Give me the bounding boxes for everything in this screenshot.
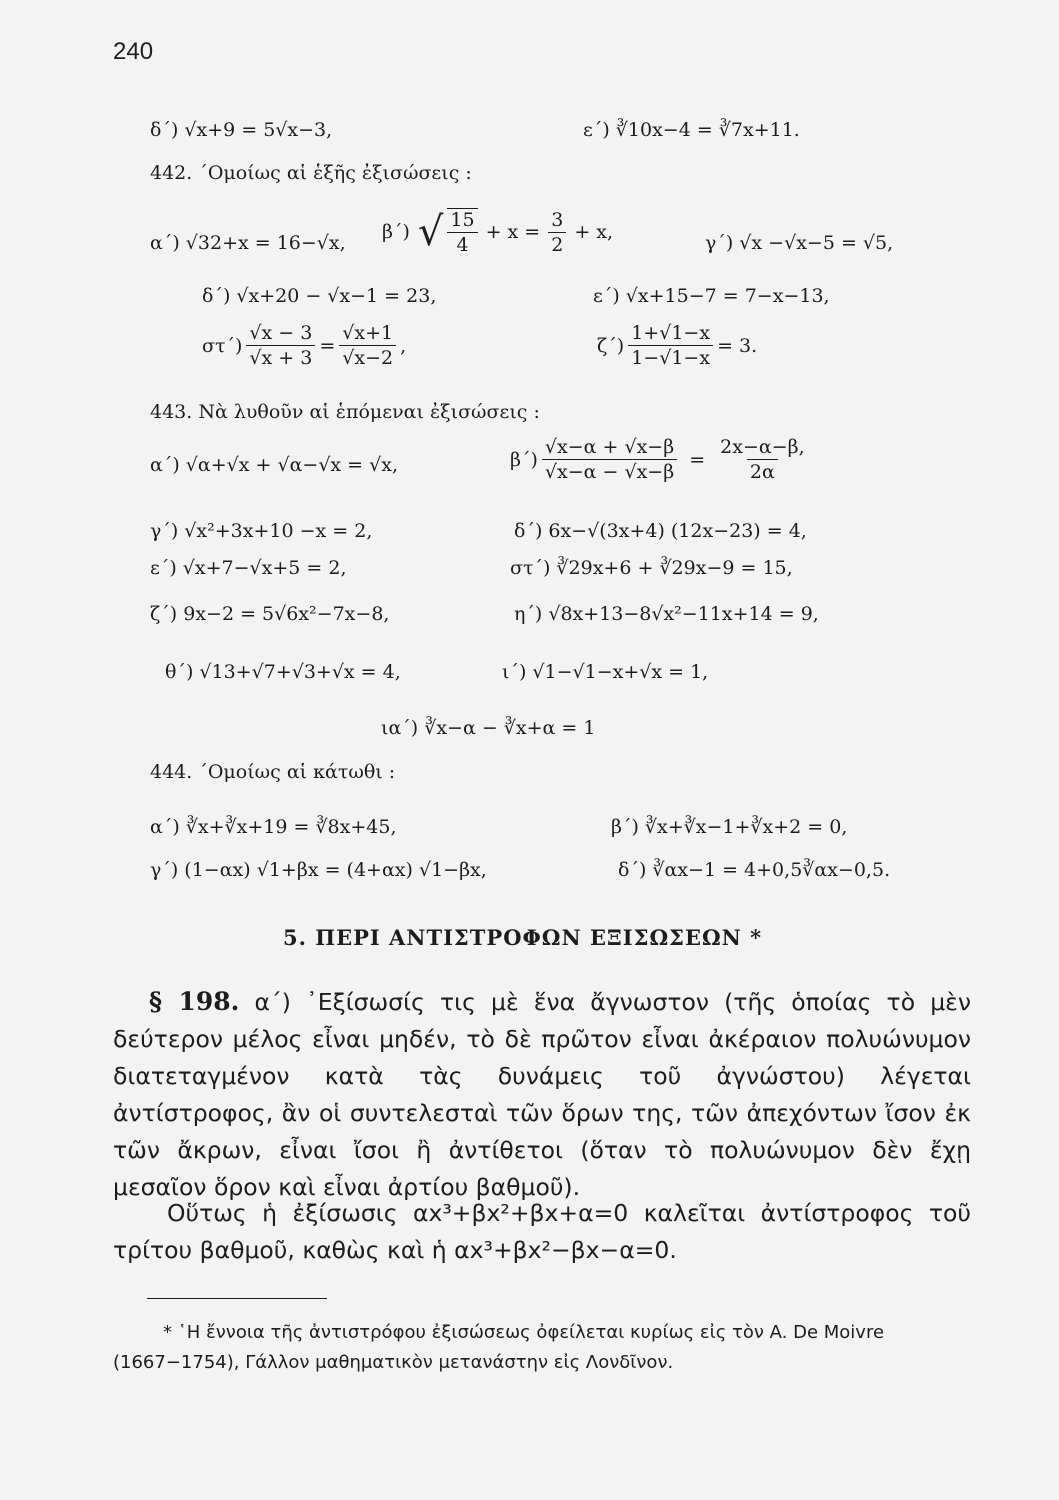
equation-442-z — [597, 322, 757, 369]
equation-443-th: θ΄) √13+√7+√3+√x = 4, — [165, 661, 401, 683]
fraction — [246, 322, 315, 369]
section-title: 5. ΠΕΡΙ ΑΝΤΙΣΤΡΟΦΩΝ ΕΞΙΣΩΣΕΩΝ * — [283, 925, 763, 950]
equation-443-d: δ΄) 6x−√(3x+4) (12x−23) = 4, — [514, 520, 807, 542]
fraction — [339, 322, 396, 369]
equation-444-b: β΄) ∛x+∛x−1+∛x+2 = 0, — [611, 816, 848, 838]
paragraph-198-text: α΄) ᾿Εξίσωσίς τις μὲ ἕνα ἄγνωστον (τῆς ὁποίας τὸ μὲν δεύτερον μέλος εἶναι μηδέν, τὸ δὲ πρῶτον εἶναι ἀκέραιον πολυώνυμον διατεταγμένον κατὰ τὰς δυνάμεις τοῦ ἀγνώστου) λέγεται ἀντίστροφος, ἂν οἱ συντελεσταὶ τῶν ὅρων της, τῶν ἀπεχόντων ἴσον ἐκ τῶν ἄκρων, εἶναι ἴσοι ἢ ἀντίθετοι (ὅταν τὸ πολυώνυμον δὲν ἔχῃ μεσαῖον ὅρον καὶ εἶναι ἀρτίου βαθμοῦ). — [113, 988, 971, 1201]
exercise-442-heading: 442. ΄Ομοίως αἱ ἑξῆς ἐξισώσεις : — [150, 162, 472, 184]
equation-end: , — [400, 334, 407, 357]
exercise-444-heading: 444. ΄Ομοίως αἱ κάτωθι : — [150, 761, 396, 783]
denominator: 2 — [551, 233, 564, 256]
numerator: 1+√1−x — [628, 322, 713, 346]
numerator: √x − 3 — [246, 322, 315, 346]
fraction — [717, 436, 808, 483]
equation-end: + x, — [574, 221, 614, 243]
exercise-443-heading: 443. Νὰ λυθοῦν αἱ ἑπόμεναι ἐξισώσεις : — [150, 401, 540, 423]
page-number: 240 — [113, 38, 154, 65]
fraction — [628, 322, 713, 369]
equation-442-a: α΄) √32+x = 16−√x, — [150, 232, 346, 254]
equation-443-g: γ΄) √x²+3x+10 −x = 2, — [150, 520, 373, 542]
fraction — [447, 208, 477, 256]
equation-443-ia: ια΄) ∛x−α − ∛x+α = 1 — [381, 717, 596, 739]
fraction — [548, 209, 566, 256]
equation-443-e: ε΄) √x+7−√x+5 = 2, — [150, 557, 347, 579]
equation-441-e: ε΄) ∛10x−4 = ∛7x+11. — [583, 119, 800, 141]
denominator: 2α — [747, 459, 778, 483]
equals-sign: = — [319, 334, 336, 357]
equation-442-e: ε΄) √x+15−7 = 7−x−13, — [593, 285, 830, 307]
equation-443-i: ι΄) √1−√1−x+√x = 1, — [502, 661, 709, 683]
equation-444-d: δ΄) ∛αx−1 = 4+0,5∛αx−0,5. — [618, 859, 891, 881]
numerator: 15 — [447, 209, 477, 233]
paragraph-example: Οὕτως ἡ ἐξίσωσις αx³+βx²+βx+α=0 καλεῖται ἀντίστροφος τοῦ τρίτου βαθμοῦ, καθὼς καὶ ἡ αx³+βx²−βx−α=0. — [113, 1199, 971, 1264]
equation-443-z: ζ΄) 9x−2 = 5√6x²−7x−8, — [150, 603, 390, 625]
equation-label: β΄) — [510, 448, 538, 471]
equation-443-h: η΄) √8x+13−8√x²−11x+14 = 9, — [514, 603, 819, 625]
numerator: 3 — [548, 209, 566, 233]
fraction — [542, 436, 677, 483]
equation-443-st: στ΄) ∛29x+6 + ∛29x−9 = 15, — [510, 557, 793, 579]
numerator: 2x−α−β, — [720, 436, 805, 458]
equation-442-b — [382, 207, 613, 257]
denominator: √x + 3 — [249, 347, 313, 369]
equation-label: ζ΄) — [597, 334, 625, 357]
equation-middle: + x = — [485, 221, 541, 243]
equation-442-st — [202, 322, 406, 369]
footnote-rule — [147, 1298, 327, 1299]
equation-label: β΄) — [382, 221, 410, 243]
radical-sign: √ — [417, 209, 444, 255]
paragraph-198 — [113, 983, 971, 1206]
numerator: √x+1 — [339, 322, 396, 346]
section-mark: § 198. — [149, 987, 240, 1016]
denominator: 4 — [456, 234, 469, 256]
numerator: √x−α + √x−β — [542, 436, 677, 460]
equation-443-b — [510, 436, 812, 483]
equation-end: = 3. — [717, 334, 758, 357]
equation-444-a: α΄) ∛x+∛x+19 = ∛8x+45, — [150, 816, 397, 838]
equation-441-d: δ΄) √x+9 = 5√x−3, — [150, 119, 333, 141]
denominator: √x−α − √x−β — [544, 461, 675, 483]
equals-sign: = — [689, 448, 706, 471]
denominator: 1−√1−x — [631, 347, 711, 369]
equation-443-a: α΄) √α+√x + √α−√x = √x, — [150, 454, 399, 476]
equation-442-g: γ΄) √x −√x−5 = √5, — [705, 232, 894, 254]
equation-442-d: δ΄) √x+20 − √x−1 = 23, — [202, 285, 437, 307]
equation-444-g: γ΄) (1−αx) √1+βx = (4+αx) √1−βx, — [150, 859, 487, 881]
equation-label: στ΄) — [202, 334, 243, 357]
footnote: * ῾Η ἔννοια τῆς ἀντιστρόφου ἐξισώσεως ὀφείλεται κυρίως εἰς τὸν A. De Moivre (1667−1754), Γάλλον μαθηματικὸν μετανάστην εἰς Λονδῖνον. — [113, 1322, 885, 1373]
denominator: √x−2 — [342, 347, 394, 369]
